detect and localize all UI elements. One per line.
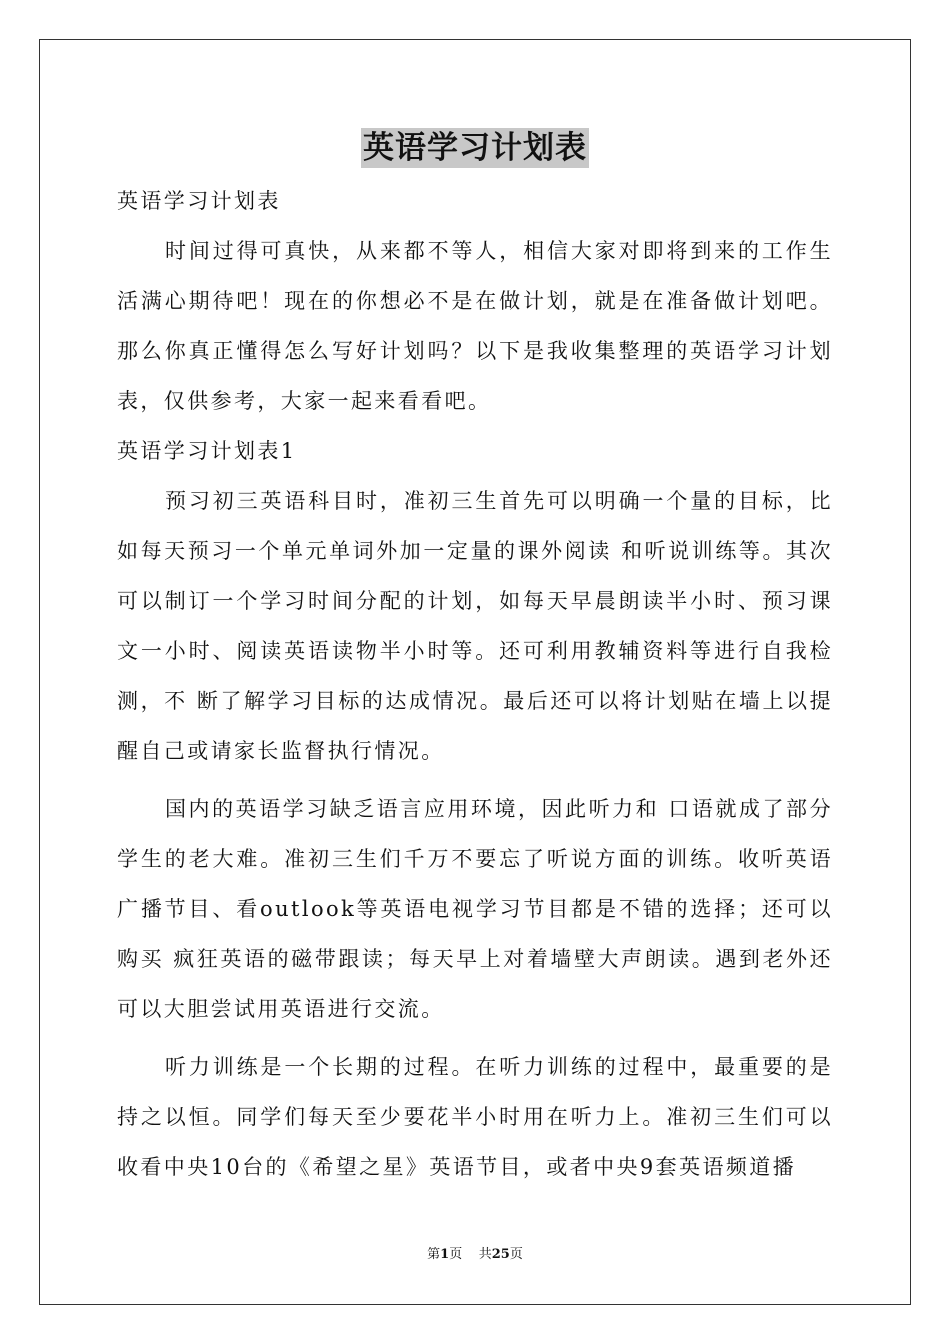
total-suffix: 页 bbox=[509, 1247, 523, 1262]
page-footer bbox=[0, 1246, 950, 1264]
intro-paragraph: 时间过得可真快，从来都不等人，相信大家对即将到来的工作生活满心期待吧！现在的你想必不是在做计划，就是在准备做计划吧。那么你真正懂得怎么写好计划吗？以下是我收集整理的英语学习计划表，仅供参考，大家一起来看看吧。 bbox=[117, 239, 833, 413]
body-paragraph-3: 听力训练是一个长期的过程。在听力训练的过程中，最重要的是持之以恒。同学们每天至少要花半小时用在听力上。准初三生们可以收看中央10台的《希望之星》英语节目，或者中央9套英语频道播 bbox=[117, 1055, 833, 1179]
body-paragraph-2: 国内的英语学习缺乏语言应用环境，因此听力和 口语就成了部分学生的老大难。准初三生们千万不要忘了听说方面的训练。收听英语广播节目、看outlook等英语电视学习节目都是不错的选择；还可以购买 疯狂英语的磁带跟读；每天早上对着墙壁大声朗读。遇到老外还可以大胆尝试用英语进行交流。 bbox=[117, 797, 833, 1021]
body-paragraph-1: 预习初三英语科目时，准初三生首先可以明确一个量的目标，比如每天预习一个单元单词外加一定量的课外阅读 和听说训练等。其次可以制订一个学习时间分配的计划，如每天早晨朗读半小时、预习课文一小时、阅读英语读物半小时等。还可利用教辅资料等进行自我检测，不 断了解学习目标的达成情况。最后还可以将计划贴在墙上以提醒自己或请家长监督执行情况。 bbox=[117, 489, 833, 763]
title-container bbox=[0, 128, 950, 168]
document-title: 英语学习计划表 bbox=[363, 130, 587, 166]
total-prefix: 共 bbox=[478, 1247, 492, 1262]
page-total: 25 bbox=[491, 1247, 510, 1262]
document-body bbox=[117, 176, 833, 1192]
page-prefix: 第 bbox=[427, 1247, 441, 1262]
page-current: 1 bbox=[440, 1247, 450, 1262]
document-subtitle: 英语学习计划表 bbox=[117, 189, 281, 213]
page-suffix: 页 bbox=[449, 1247, 463, 1262]
section-heading: 英语学习计划表1 bbox=[117, 439, 297, 463]
